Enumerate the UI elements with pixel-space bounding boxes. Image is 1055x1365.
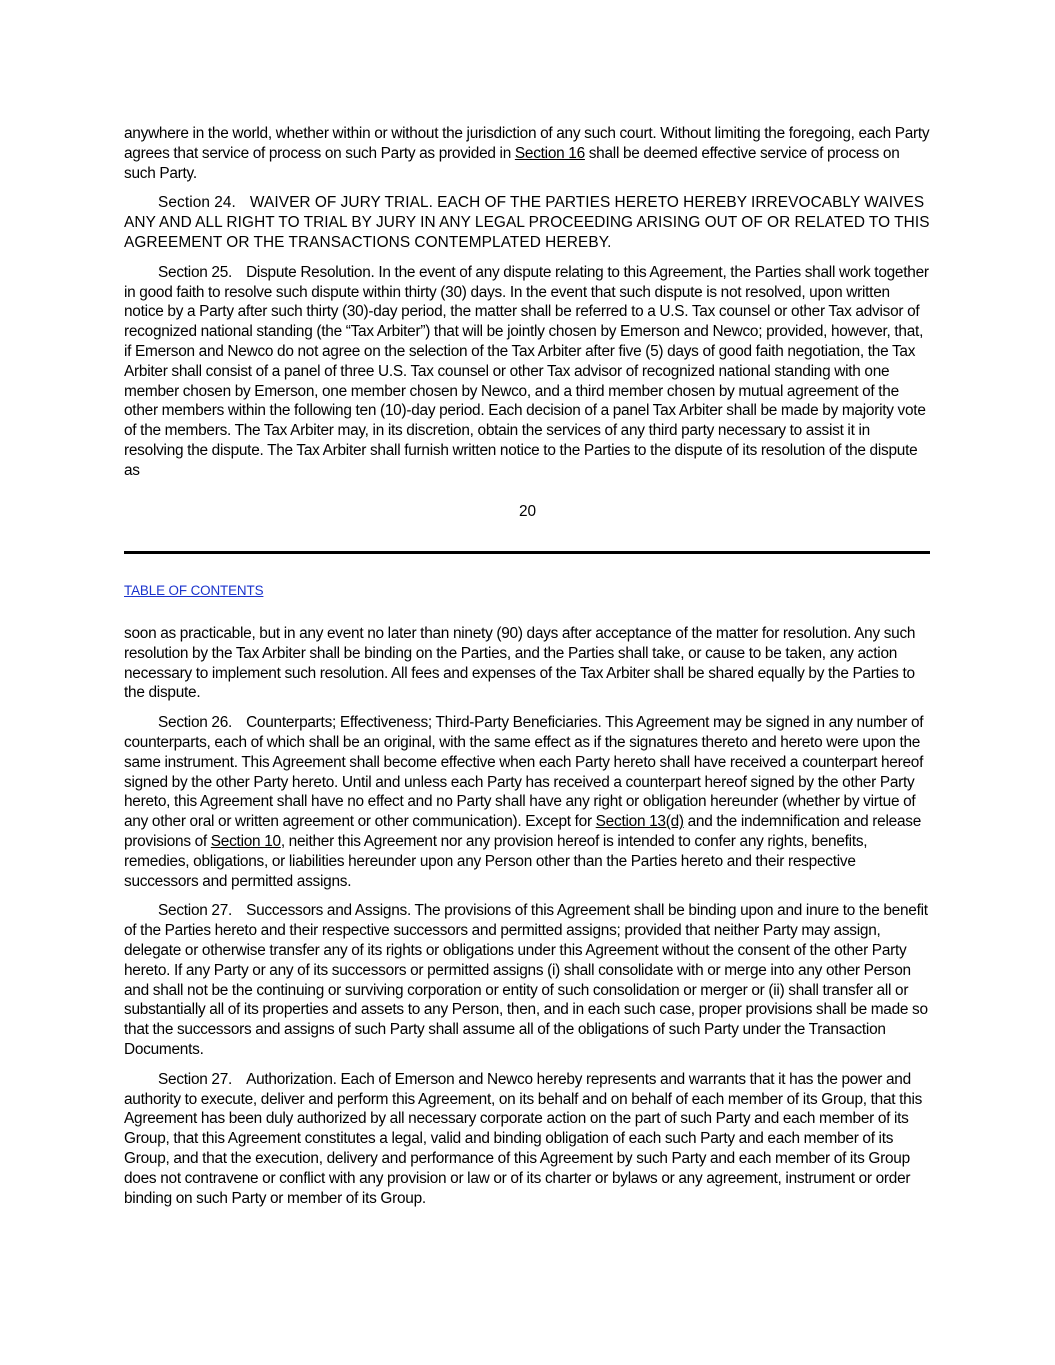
section-27b-number: Section 27. (158, 1070, 233, 1088)
page-number: 20 (518, 503, 537, 520)
section-26-number: Section 26. (158, 714, 233, 732)
section-27-authorization-paragraph (124, 1070, 930, 1209)
table-of-contents-link[interactable]: TABLE OF CONTENTS (124, 583, 264, 598)
continued-paragraph-2: soon as practicable, but in any event no later than ninety (90) days after acceptance of the matter for resolution. Any such resolution by the Tax Arbiter shall be binding on the Parties, and the Parties shall take, or cause to be taken, any action necessary to implement such resolution. All fees and expenses of the Tax Arbiter shall be shared equally by the Parties to the dispute. (124, 625, 916, 702)
section-25-number: Section 25. (158, 263, 233, 281)
section-24-paragraph (124, 193, 930, 252)
section-10-link[interactable]: Section 10 (210, 832, 281, 850)
continued-paragraph: anywhere in the world, whether within or without the jurisdiction of any such court. Without limiting the foregoing, each Party agrees that service of process on such Party as provided in Section 16 shall be deemed effective service of process on such Party. (124, 125, 930, 182)
section-13d-link[interactable]: Section 13(d) (595, 813, 684, 831)
section-24-number: Section 24. (158, 194, 236, 212)
section-16-link[interactable]: Section 16 (514, 144, 585, 162)
page-21-body (124, 624, 930, 1208)
page-20-body (124, 124, 930, 481)
page-break-rule (124, 551, 930, 554)
section-27-number: Section 27. (158, 902, 233, 920)
section-27-authorization-text: Authorization. Each of Emerson and Newco hereby represents and warrants that it has the power and authority to execute, deliver and perform this Agreement, on its behalf and on behalf of each member of its Group, that this Agreement has been duly authorized by all necessary corporate action on the part of such Party and each member of its Group, that this Agreement constitutes a legal, valid and binding obligation of each such Party and each member of its Group, and that the execution, delivery and performance of this Agreement by such Party and each member of its Group does not contravene or conflict with any provision or law or of its charter or bylaws or any agreement, instrument or order binding on such Party or member of its Group. (124, 1070, 923, 1207)
section-27-successors-text: Successors and Assigns. The provisions of this Agreement shall be binding upon and inure to the benefit of the Parties hereto and their respective successors and permitted assigns; provided that neither Party may assign, delegate or otherwise transfer any of its rights or obligations under this Agreement without the consent of the other Party hereto. If any Party or any of its successors or permitted assigns (i) shall consolidate with or merge into any other Person and shall not be the continuing or surviving corporation or entity of such consolidation or merger or (ii) shall transfer all or substantially all of its properties and assets to any Person, then, and in each such case, proper provisions shall be made so that the successors and assigns of such Party shall assume all of the obligations of such Party under the Transaction Documents. (124, 902, 928, 1058)
section-26-paragraph: Section 26. Counterparts; Effectiveness; Third-Party Beneficiaries. This Agreement may be signed in any number of counterparts, each of which shall be an original, with the same effect as if the signatures thereto and hereto were upon the same instrument. This Agreement shall become effective when each Party hereto shall have received a counterpart hereof signed by the other Party hereto. Until and unless each Party has received a counterpart hereof signed by the other Party hereto, this Agreement shall have no effect and no Party shall have any right or obligation hereunder (whether by virtue of any other oral or written agreement or other communication). Except for Section 13(d) and the indemnification and release provisions of Section 10, neither this Agreement nor any provision hereof is intended to confer any rights, benefits, remedies, obligations, or liabilities hereunder upon any Person other than the Parties hereto and their respective successors and permitted assigns. (124, 714, 924, 890)
section-27-successors-paragraph (124, 901, 930, 1059)
section-25-paragraph (124, 263, 930, 481)
section-24-text: WAIVER OF JURY TRIAL. EACH OF THE PARTIES HERETO HEREBY IRREVOCABLY WAIVES ANY AND ALL RIGHT TO TRIAL BY JURY IN ANY LEGAL PROCEEDING ARISING OUT OF OR RELATED TO THIS AGREEMENT OR THE TRANSACTIONS CONTEMPLATED HEREBY. (124, 194, 930, 251)
section-25-text: Dispute Resolution. In the event of any dispute relating to this Agreement, the Parties shall work together in good faith to resolve such dispute within thirty (30) days. In the event that such dispute is not resolved, upon written notice by a Party after such thirty (30)-day period, the matter shall be referred to a U.S. Tax counsel or other Tax advisor of recognized national standing (the “Tax Arbiter”) that will be jointly chosen by Emerson and Newco; provided, however, that, if Emerson and Newco do not agree on the selection of the Tax Arbiter after five (5) days of good faith negotiation, the Tax Arbiter shall consist of a panel of three U.S. Tax counsel or other Tax advisor of recognized national standing with one member chosen by Emerson, one member chosen by Newco, and a third member chosen by mutual agreement of the other members within the following ten (10)-day period. Each decision of a panel Tax Arbiter shall be made by majority vote of the members. The Tax Arbiter may, in its discretion, obtain the services of any third party necessary to assist it in resolving the dispute. The Tax Arbiter shall furnish written notice to the Parties to the dispute of its resolution of the dispute as (124, 263, 929, 479)
